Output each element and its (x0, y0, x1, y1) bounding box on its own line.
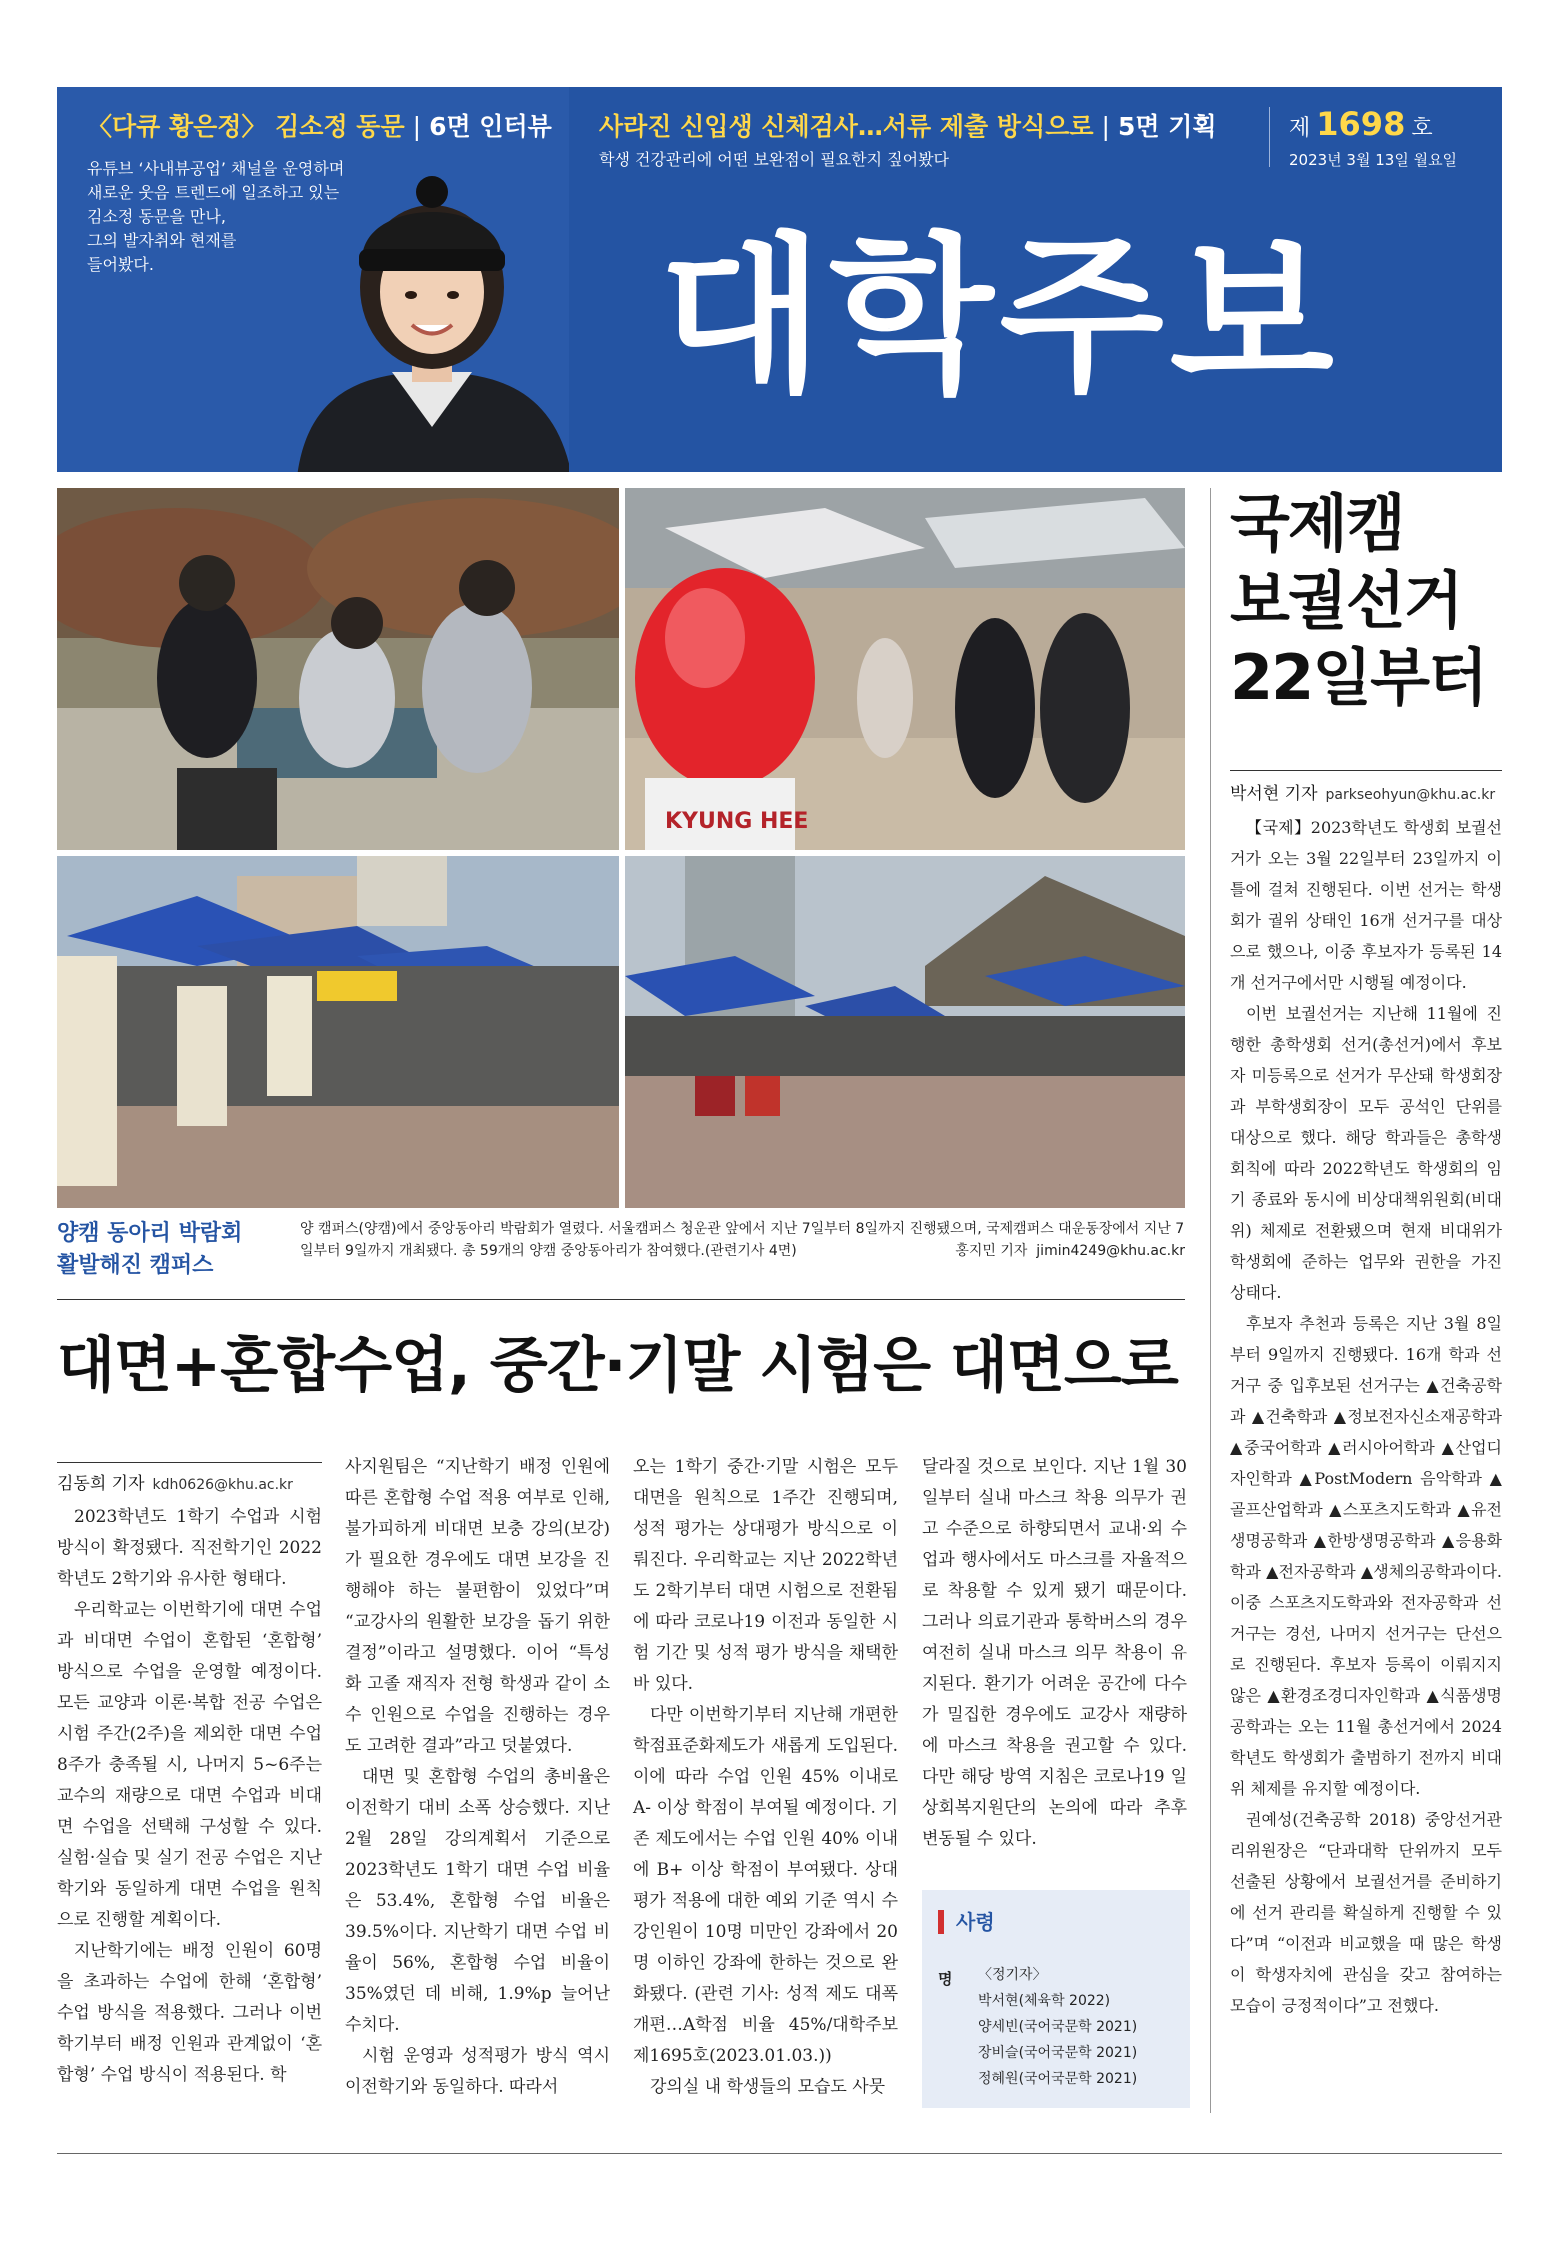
masthead (57, 87, 1502, 472)
feature-teaser-sub: 학생 건강관리에 어떤 보완점이 필요한지 짚어봤다 (599, 150, 950, 169)
column-rule (1210, 488, 1211, 2113)
side-article-body: 【국제】2023학년도 학생회 보궐선거가 오는 3월 22일부터 23일까지 이틀에 걸쳐 진행된다. 이번 선거는 학생회가 궐위 상태인 16개 선거구를 대상으로 했으나, 이중 후보자가 등록된 14개 선거구에서만 시행될 예정이다. 이번 보궐선거는 지난해 11월에 진행한 총학생회 선거(총선거)에서 후보자 미등록으로 선거가 무산돼 학생회장과 부학생회장이 모두 공석인 단위를 대상으로 했다. 해당 학과들은 총학생회칙에 따라 2022학년도 학생회의 임기 종료와 동시에 비상대책위원회(비대위) 체제로 전환됐으며 현재 비대위가 학생회에 준하는 업무와 권한을 가진 상태다. 후보자 추천과 등록은 지난 3월 8일부터 9일까지 진행됐다. 16개 학과 선거구 중 입후보된 선거구는 ▲건축공학과 ▲건축학과 ▲정보전자신소재공학과 ▲중국어학과 ▲러시아어학과 ▲산업디자인학과 ▲PostModern 음악학과 ▲골프산업학과 ▲스포츠지도학과 ▲유전생명공학과 ▲한방생명공학과 ▲응용화학과 ▲전자공학과 ▲생체의공학과이다. 이중 스포츠지도학과와 전자공학과 선거구는 경선, 나머지 선거구는 단선으로 진행된다. 후보자 등록이 이뤄지지 않은 ▲환경조경디자인학과 ▲식품생명공학과는 오는 11월 총선거에서 2024학년도 학생회가 출범하기 전까지 비대위 체제를 유지할 예정이다. 권예성(건축공학 2018) 중앙선거관리위원장은 “단과대학 단위까지 모두 선출된 상황에서 보궐선거를 준비하기에 선거 관리를 확실하게 진행할 수 있다”며 “이전과 비교했을 때 많은 학생이 학생자치에 관심을 갖고 참여하는 모습이 긍정적이다”고 전했다. (1230, 818, 1502, 2015)
photo-global-tents (625, 856, 1185, 1208)
main-headline[interactable]: 대면+혼합수업, 중간·기말 시험은 대면으로 (57, 1331, 1178, 1401)
main-article-column-2: 사지원팀은 “지난학기 배정 인원에 따른 혼합형 수업 적용 여부로 인해, 불가피하게 비대면 보충 강의(보강)가 필요한 경우에도 대면 보강을 진행해야 하는 불편함이 있었다”며 “교강사의 원활한 보강을 돕기 위한 결정”이라고 설명했다. 이어 “특성화 고졸 재직자 전형 학생과 같이 소수 인원으로 수업을 진행하는 경우도 고려한 결과”라고 덧붙였다. 대면 및 혼합형 수업의 총비율은 이전학기 대비 소폭 상승했다. 지난 2월 28일 강의계획서 기준으로 2023학년도 1학기 대면 수업 비율은 53.4%, 혼합형 수업 비율은 39.5%이다. 지난학기 대면 수업 비율이 56%, 혼합형 수업 비율이 35%였던 데 비해, 1.9%p 늘어난 수치다. 시험 운영과 성적평가 방식 역시 이전학기와 동일하다. 따라서 (345, 1457, 610, 2097)
masthead-divider (1269, 107, 1270, 167)
issue-number: 제 1698 호 (1289, 105, 1433, 143)
main-article-column-4: 달라질 것으로 보인다. 지난 1월 30일부터 실내 마스크 착용 의무가 권고 수준으로 하향되면서 교내·외 수업과 행사에서도 마스크를 자율적으로 착용할 수 있게 됐기 때문이다. 그러나 의료기관과 통학버스의 경우 여전히 실내 마스크 의무 착용이 유지된다. 환기가 어려운 공간에 다수가 밀집한 경우에도 교강사 재량하에 마스크 착용을 권고할 수 있다. 다만 해당 방역 지침은 코로나19 일상회복지원단의 논의에 따라 추후 변동될 수 있다. (922, 1457, 1187, 1849)
photo-mascot-fair (625, 488, 1185, 850)
staff-box-title: 사령 (938, 1910, 995, 1934)
side-byline: 박서현 기자 parkseohyun@khu.ac.kr (1230, 770, 1502, 804)
side-headline[interactable]: 국제캠 보궐선거 22일부터 (1230, 487, 1486, 714)
newspaper-logo: 대학주보 (659, 218, 1340, 416)
main-article-column-3: 오는 1학기 중간·기말 시험은 모두 대면을 원칙으로 1주간 진행되며, 성적 평가는 상대평가 방식으로 이뤄진다. 우리학교는 지난 2022학년도 2학기부터 대면 시험으로 전환됨에 따라 코로나19 이전과 동일한 시험 기간 및 성적 평가 방식을 채택한 바 있다. 다만 이번학기부터 지난해 개편한 학점표준화제도가 새롭게 도입된다. 이에 따라 수업 인원 45% 이내로 A- 이상 학점이 부여될 예정이다. 기존 제도에서는 수업 인원 40% 이내에 B+ 이상 학점이 부여됐다. 상대평가 적용에 대한 예외 기준 역시 수강인원이 10명 미만인 강좌에서 20명 이하인 강좌에 한하는 것으로 완화됐다. (관련 기사: 성적 제도 대폭 개편…A학점 비율 45%/대학주보 제1695호(2023.01.03.)) 강의실 내 학생들의 모습도 사뭇 (633, 1457, 898, 2097)
staff-entry: 장비슬(국어국문학 2021) (978, 2045, 1138, 2061)
interview-teaser[interactable] (57, 87, 569, 472)
photo-caption-title: 양캠 동아리 박람회 활발해진 캠퍼스 (57, 1221, 243, 1278)
page-bottom-rule (57, 2153, 1502, 2154)
mascot-shirt-text: KYUNG HEE (665, 809, 809, 834)
interviewee-portrait (287, 157, 569, 472)
photo-credit: 홍지민 기자 jimin4249@khu.ac.kr (949, 1240, 1185, 1262)
photo-club-booth (57, 488, 619, 850)
section-rule (57, 1299, 1185, 1300)
staff-list (978, 1962, 1137, 2092)
photo-caption: 양 캠퍼스(양캠)에서 중앙동아리 박람회가 열렸다. 서울캠퍼스 청운관 앞에서 지난 7일부터 8일까지 진행됐으며, 국제캠퍼스 대운동장에서 지난 7일부터 9일까지 개최됐다. 총 59개의 양캠 중앙동아리가 참여했다.(관련기사 4면) 홍지민 기자 jimin4249@khu.ac.kr (300, 1218, 1185, 1262)
staff-box-label: 명 (938, 1970, 953, 1988)
staff-entry: 양세빈(국어국문학 2021) (978, 2019, 1138, 2035)
staff-entry: 정혜원(국어국문학 2021) (978, 2071, 1138, 2087)
interview-teaser-description: 유튜브 ‘사내뷰공업’ 채널을 운영하며 새로운 웃음 트렌드에 일조하고 있는 김소정 동문을 만나, 그의 발자취와 현재를 들어봤다. (87, 159, 345, 274)
interview-teaser-headline: 〈다큐 황은정〉 김소정 동문 | 6면 인터뷰 (87, 112, 552, 141)
staff-appointment-box (922, 1890, 1190, 2108)
feature-teaser-headline: 사라진 신입생 신체검사…서류 제출 방식으로 | 5면 기획 (599, 112, 1217, 141)
issue-date: 2023년 3월 13일 월요일 (1289, 151, 1458, 169)
staff-entry: 박서현(체육학 2022) (978, 1993, 1111, 2009)
staff-entry: 〈정기자〉 (978, 1967, 1047, 1983)
main-byline: 김동희 기자 kdh0626@khu.ac.kr (57, 1462, 322, 1494)
feature-teaser[interactable] (569, 87, 1269, 187)
side-lead-tag: 【국제】 (1246, 818, 1311, 837)
main-article-column-1: 2023학년도 1학기 수업과 시험 방식이 확정됐다. 직전학기인 2022학년도 2학기와 유사한 형태다. 우리학교는 이번학기에 대면 수업과 비대면 수업이 혼합된 ‘혼합형’ 방식으로 수업을 운영할 예정이다. 모든 교양과 이론·복합 전공 수업은 시험 주간(2주)을 제외한 대면 수업 8주가 충족될 시, 나머지 5~6주는 교수의 재량으로 대면 수업과 비대면 수업을 선택해 구성할 수 있다. 실험·실습 및 실기 전공 수업은 지난학기와 동일하게 대면 수업을 원칙으로 진행할 계획이다. 지난학기에는 배정 인원이 60명을 초과하는 수업에 한해 ‘혼합형’ 수업 방식을 적용했다. 그러나 이번학기부터 배정 인원과 관계없이 ‘혼합형’ 수업 방식이 적용된다. 학 (57, 1507, 322, 2085)
photo-seoul-tents (57, 856, 619, 1208)
